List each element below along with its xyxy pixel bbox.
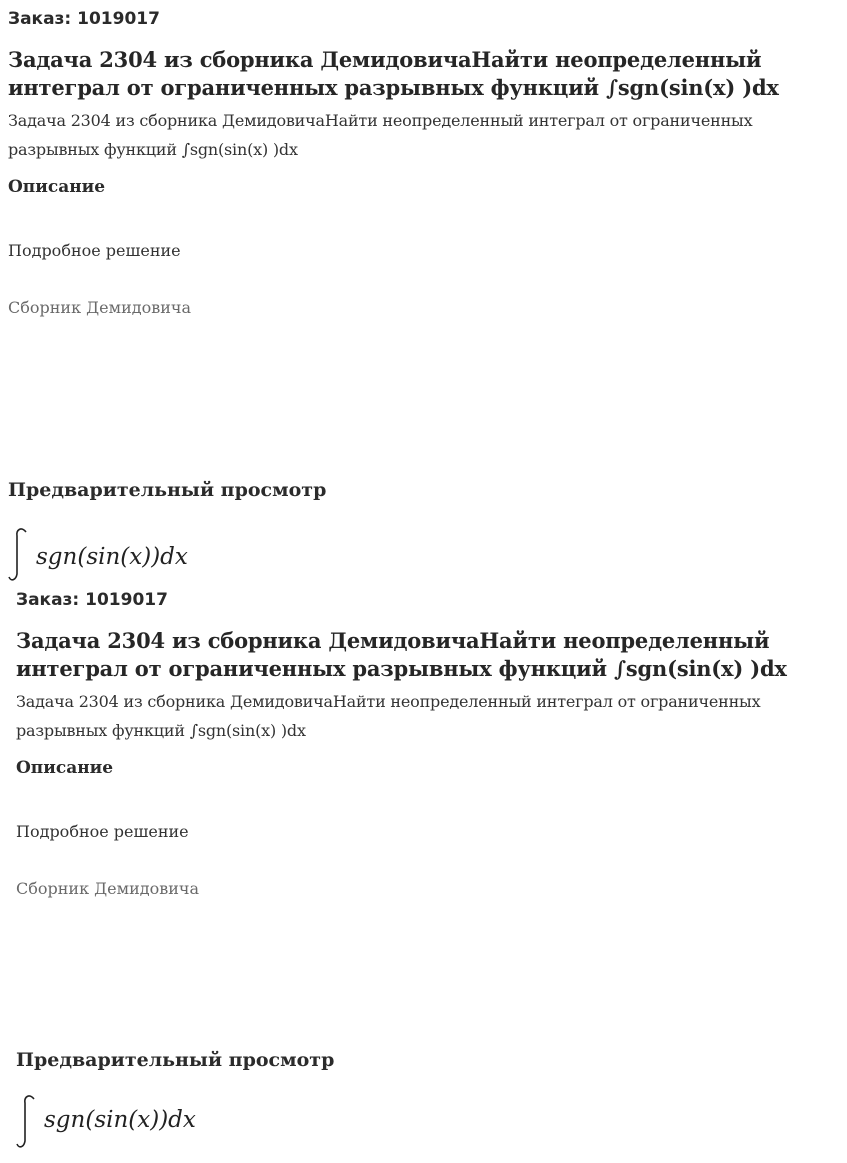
integral-sign-icon xyxy=(17,1096,34,1147)
description-heading: Описание xyxy=(16,758,114,778)
collection-link[interactable]: Сборник Демидовича xyxy=(8,298,192,317)
order-number: Заказ: 1019017 xyxy=(8,9,160,29)
formula-text: sgn(sin(x))dx xyxy=(44,1107,196,1133)
formula-preview xyxy=(8,522,268,582)
preview-heading: Предварительный просмотр xyxy=(16,1049,335,1071)
formula-text: sgn(sin(x))dx xyxy=(36,544,188,570)
task-description: Задача 2304 из сборника ДемидовичаНайти неопределенный интеграл от ограниченных разрывных функций ∫sgn(sin(x) )dx xyxy=(8,111,753,159)
order-block xyxy=(16,589,816,1133)
description-heading: Описание xyxy=(8,177,106,197)
task-title: Задача 2304 из сборника ДемидовичаНайти неопределенный интеграл от ограниченных разрывных функций ∫sgn(sin(x) )dx xyxy=(8,47,779,100)
task-title: Задача 2304 из сборника ДемидовичаНайти неопределенный интеграл от ограниченных разрывных функций ∫sgn(sin(x) )dx xyxy=(16,628,787,681)
solution-label: Подробное решение xyxy=(8,241,181,260)
order-block xyxy=(8,8,808,570)
preview-heading: Предварительный просмотр xyxy=(8,479,327,501)
order-number: Заказ: 1019017 xyxy=(16,590,168,610)
integral-sign-icon xyxy=(9,529,26,580)
task-description: Задача 2304 из сборника ДемидовичаНайти неопределенный интеграл от ограниченных разрывных функций ∫sgn(sin(x) )dx xyxy=(16,692,761,740)
solution-label: Подробное решение xyxy=(16,822,189,841)
collection-link[interactable]: Сборник Демидовича xyxy=(16,879,200,898)
formula-preview xyxy=(16,1091,276,1151)
